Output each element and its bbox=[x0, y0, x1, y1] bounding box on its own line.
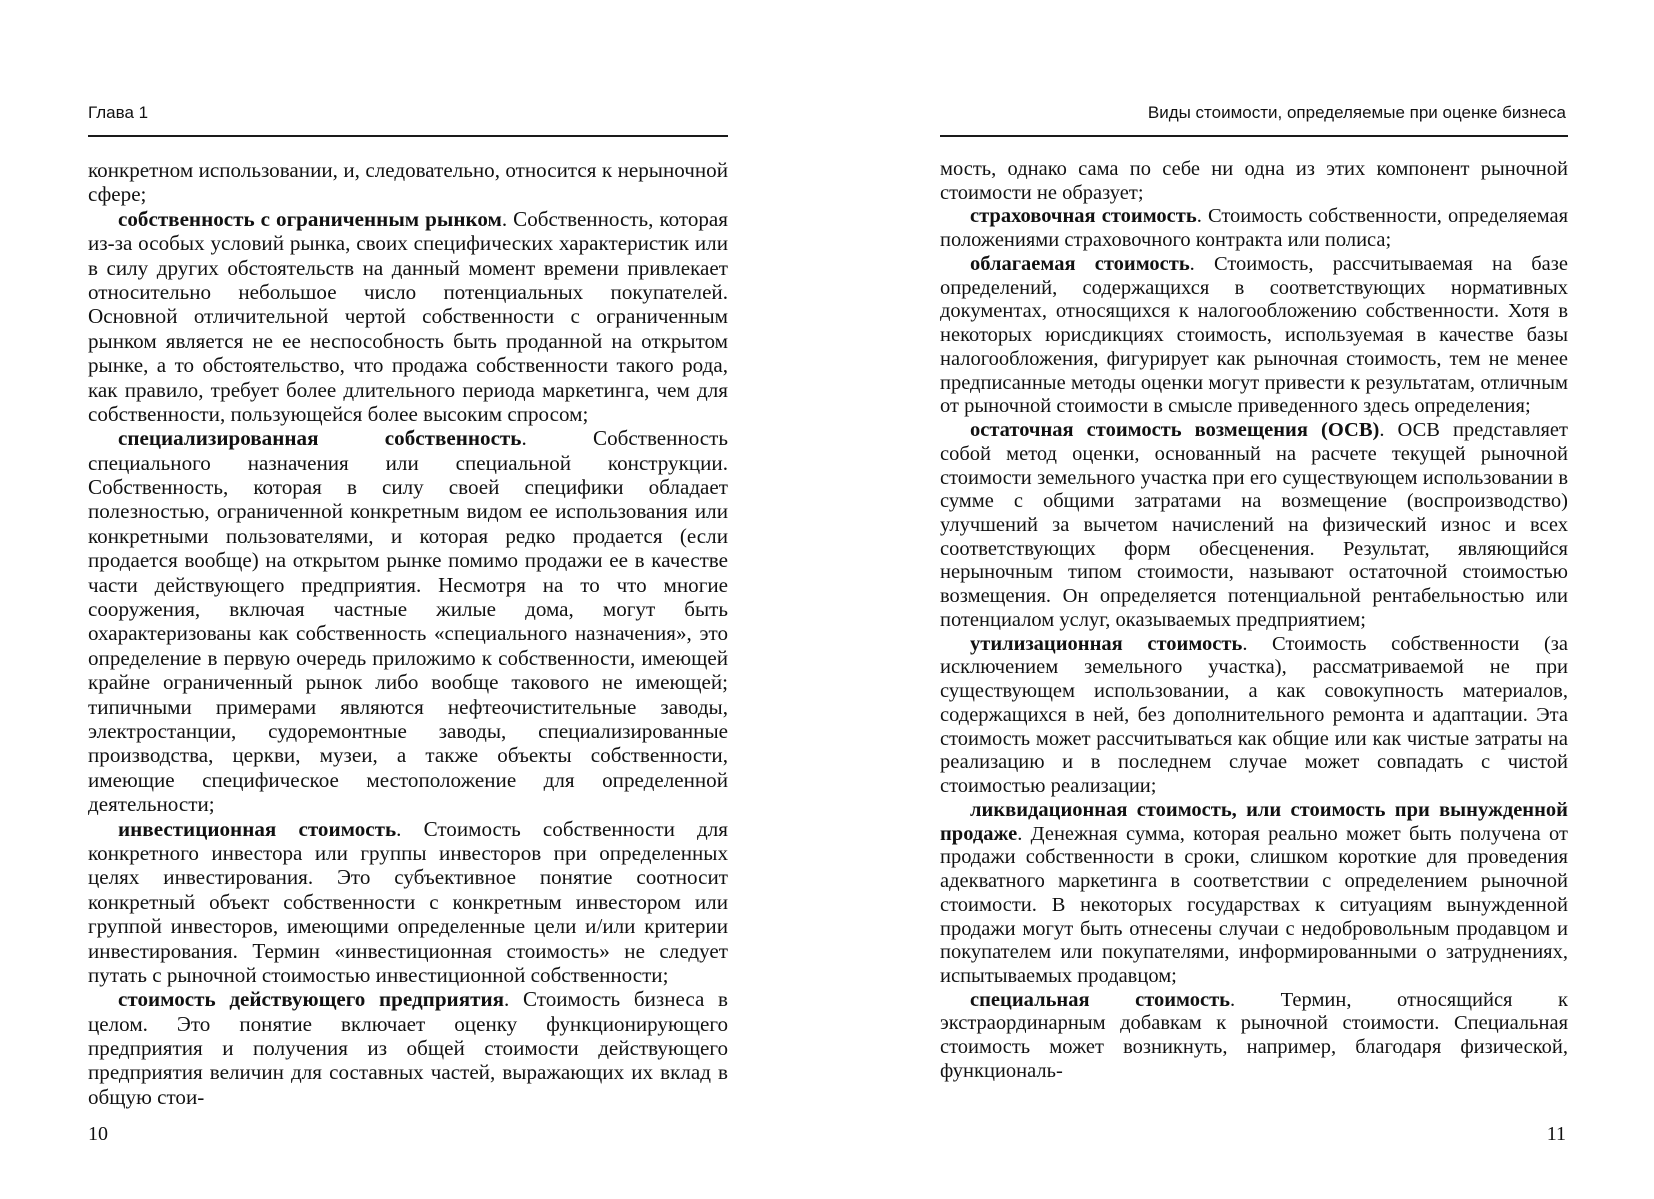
definition-term: специализированная собственность bbox=[118, 426, 522, 451]
definition-term: собственность с ограниченным рынком bbox=[118, 206, 502, 231]
definition-text: . Денежная сумма, которая реально может быть получена от продажи собственности в сроки, слишком короткие для проведения адекватного маркетинга в соответствии с определением рыночной стоимости. В некоторых государствах к ситуациям вынужденной продажи могут быть отнесены случаи с недобровольным продавцом и покупателем или покупателями, информированными о затруднениях, испытываемых продавцом; bbox=[940, 822, 1568, 987]
definition-text: . Стоимость, рассчитываемая на базе определений, содержащихся в соответствующих нормативных документах, относящихся к налогообложению собственности. Хотя в некоторых юрисдикциях стоимость, используемая в качестве базы налогообложения, фигурирует как рыночная стоимость, тем не менее предписанные методы оценки могут привести к результатам, отличным от рыночной стоимости в смысле приведенного здесь определения; bbox=[940, 252, 1568, 418]
definition-term: специальная стоимость bbox=[970, 988, 1231, 1011]
definition-paragraph bbox=[88, 426, 728, 816]
definition-paragraph bbox=[940, 633, 1568, 799]
definition-paragraph bbox=[88, 817, 728, 988]
running-head-chapter: Глава 1 bbox=[88, 103, 149, 122]
page-number: 10 bbox=[88, 1123, 108, 1145]
definition-paragraph bbox=[940, 419, 1568, 633]
definition-term: стоимость действующего предприятия bbox=[118, 987, 505, 1012]
definition-term: остаточная стоимость возмещения (ОСВ) bbox=[970, 419, 1380, 442]
definition-paragraph bbox=[940, 253, 1568, 419]
definition-term: страховочная стоимость bbox=[970, 205, 1197, 228]
paragraph-text: мость, однако сама по себе ни одна из этих компонент рыночной стоимости не образует; bbox=[940, 158, 1568, 204]
definition-text: . Собственность, которая из-за особых условий рынка, своих специфических характеристик или в силу других обстоятельств на данный момент времени привлекает относительно небольшое число потенциальных покупателей. Основной отличительной чертой собственности с ограниченным рынком является не ее неспособность быть проданной на открытом рынке, а то обстоятельство, что продажа собственности такого рода, как правило, требует более длительного периода маркетинга, чем для собственности, пользующейся более высоким спросом; bbox=[88, 206, 728, 426]
paragraph-continuation bbox=[940, 158, 1568, 205]
definition-paragraph bbox=[940, 989, 1568, 1084]
definition-paragraph bbox=[940, 205, 1568, 252]
right-page bbox=[827, 0, 1654, 1199]
definition-paragraph bbox=[88, 987, 728, 1109]
definition-text: . Термин, относящийся к экстраординарным добавкам к рыночной стоимости. Специальная стоимость может возникнуть, например, благодаря физической, функциональ- bbox=[940, 988, 1568, 1082]
paragraph-continuation bbox=[88, 158, 728, 207]
definition-text: . Стоимость собственности для конкретного инвестора или группы инвесторов при определенных целях инвестирования. Это субъективное понятие соотносит конкретный объект собственности с конкретным инвестором или группой инвесторов, имеющими определенные цели и/или критерии инвестирования. Термин «инвестиционная стоимость» не следует путать с рыночной стоимостью инвестиционной собственности; bbox=[88, 816, 728, 987]
definition-term: утилизационная стоимость bbox=[970, 632, 1243, 655]
definition-text: . Стоимость бизнеса в целом. Это понятие включает оценку функционирующего предприятия и получения из общей стоимости действующего предприятия величин для составных частей, выражающих их вклад в общую стои- bbox=[88, 987, 728, 1109]
header-rule bbox=[88, 135, 728, 137]
definition-text: . Собственность специального назначения или специальной конструкции. Собственность, которая в силу своей специфики обладает полезностью, ограниченной конкретным видом ее использования или конкретными пользователями, и которая редко продается (если продается вообще) на открытом рынке помимо продажи ее в качестве части действующего предприятия. Несмотря на то что многие сооружения, включая частные жилые дома, могут быть охарактеризованы как собственность «специального назначения», это определение в первую очередь приложимо к собственности, имеющей крайне ограниченный рынок либо вообще такового не имеющей; типичными примерами являются нефтеочистительные заводы, электростанции, судоремонтные заводы, специализированные производства, церкви, музеи, а также объекты собственности, имеющие специфическое местоположение для определенной деятельности; bbox=[88, 426, 728, 817]
definition-text: . Стоимость собственности (за исключением земельного участка), рассматриваемой не при существующем использовании, а как совокупность материалов, содержащихся в ней, без дополнительного ремонта и адаптации. Эта стоимость может рассчитываться как общие или как чистые затраты на реализацию и в последнем случае может совпадать с чистой стоимостью реализации; bbox=[940, 632, 1569, 798]
definition-paragraph bbox=[88, 207, 728, 427]
page-number: 11 bbox=[1546, 1123, 1566, 1145]
definition-term: облагаемая стоимость bbox=[970, 252, 1190, 275]
definition-paragraph bbox=[940, 799, 1568, 989]
running-head-title: Виды стоимости, определяемые при оценке бизнеса bbox=[1147, 103, 1566, 122]
definition-text: . Стоимость собственности, определяемая положениями страховочного контракта или полиса; bbox=[940, 205, 1568, 252]
definition-term: инвестиционная стоимость bbox=[118, 816, 397, 841]
page-body bbox=[940, 158, 1568, 1084]
definition-text: . ОСВ представляет собой метод оценки, основанный на расчете текущей рыночной стоимости земельного участка при его существующем использовании в сумме с общими затратами на возмещение (воспроизводство) улучшений за вычетом начислений на физический износ и всех соответствующих форм обесценения. Результат, являющийся нерыночным типом стоимости, называют остаточной стоимостью возмещения. Он определяется потенциальной рентабельностью или потенциалом услуг, оказываемых предприятием; bbox=[940, 419, 1568, 631]
header-rule bbox=[940, 135, 1568, 137]
page-body bbox=[88, 158, 728, 1109]
paragraph-text: конкретном использовании, и, следовательно, относится к нерыночной сфере; bbox=[88, 158, 728, 207]
definition-term: ликвидационная стоимость, или стоимость при вынужденной продаже bbox=[940, 798, 1568, 845]
